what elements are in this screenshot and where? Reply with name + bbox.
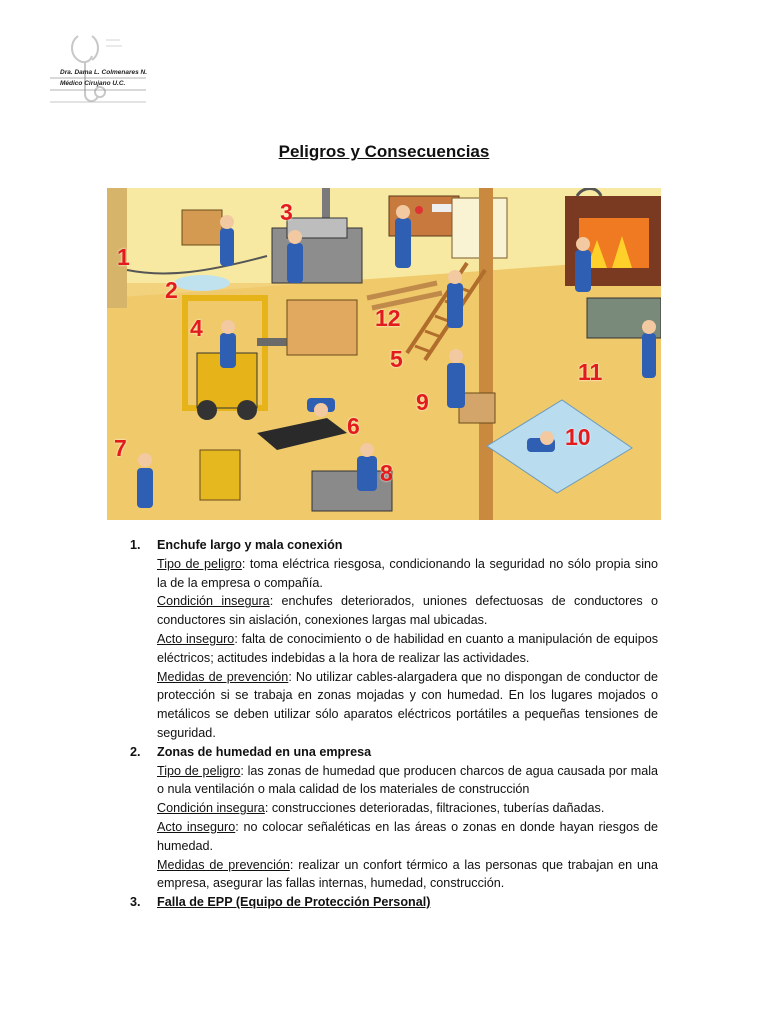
item-number: 3. — [130, 895, 141, 910]
hazard-list — [130, 536, 658, 912]
section-text: : enchufes deteriorados, uniones defectuosas de conductores o conductores sin aislación, conexiones largas mal ubicadas. — [157, 594, 658, 628]
item-number: 2. — [130, 744, 141, 759]
hazard-number-5: 5 — [390, 346, 403, 372]
section-text: : No utilizar cables-alargadera que no dispongan de conductor de protección si se trabaja en zonas mojadas y con humedad. En los lugares mojados o metálicos se deben utilizar sólo aparatos eléctricos portátiles a pequeñas tensiones de seguridad. — [157, 669, 658, 740]
hazard-number-10: 10 — [565, 424, 591, 450]
hazard-number-7: 7 — [114, 435, 127, 461]
hazard-number-12: 12 — [375, 305, 401, 331]
section-text: : no colocar señaléticas en las áreas o zonas en donde hayan riesgos de humedad. — [157, 819, 659, 853]
hazard-number-1: 1 — [117, 244, 130, 270]
section-paragraph — [157, 555, 658, 593]
section-paragraph — [157, 818, 658, 856]
section-text: : falta de conocimiento o de habilidad en cuanto a manipulación de equipos eléctricos; actitudes indebidas a la hora de realizar las actividades. — [157, 631, 658, 665]
workplace-hazards-illustration — [107, 188, 661, 520]
list-item — [130, 893, 658, 912]
section-text: : toma eléctrica riesgosa, condicionando la seguridad no sólo propia sino la de la empresa o compañía. — [157, 556, 659, 590]
hazard-number-8: 8 — [380, 460, 393, 486]
section-paragraph — [157, 799, 658, 818]
section-text: : construcciones deterioradas, filtraciones, tuberías dañadas. — [264, 801, 605, 816]
item-number: 1. — [130, 538, 141, 552]
item-heading: Zonas de humedad en una empresa — [157, 744, 372, 759]
hazard-number-9: 9 — [416, 389, 429, 415]
page-title: Peligros y Consecuencias — [278, 142, 490, 161]
list-item — [130, 743, 658, 762]
doctor-name: Dra. Dama L. Colmenares N. — [60, 69, 148, 76]
section-paragraph — [157, 762, 658, 800]
item-heading: Enchufe largo y mala conexión — [157, 538, 343, 552]
section-paragraph — [157, 668, 658, 743]
section-paragraph — [157, 630, 658, 668]
hazard-number-11: 11 — [578, 359, 603, 385]
section-paragraph — [157, 592, 658, 630]
hazard-number-4: 4 — [190, 315, 203, 341]
section-label: Condición insegura — [157, 801, 265, 816]
list-item — [130, 536, 658, 555]
hazard-number-6: 6 — [347, 413, 360, 439]
section-label: Condición insegura — [157, 594, 270, 609]
section-label: Medidas de prevención — [157, 669, 289, 684]
section-label: Acto inseguro — [157, 819, 236, 834]
section-text: : las zonas de humedad que producen charcos de agua causada por mala o nula ventilación o mala calidad de los materiales de construcción — [157, 763, 658, 797]
section-text: : realizar un confort térmico a las personas que trabajan en una empresa, asegurar las fallas internas, humedad, construcción. — [157, 857, 659, 891]
item-heading: Falla de EPP (Equipo de Protección Personal) — [157, 895, 431, 910]
letterhead-logo — [50, 32, 150, 108]
doctor-title: Médico Cirujano U.C. — [60, 80, 126, 87]
hazard-number-3: 3 — [280, 199, 293, 225]
section-label: Tipo de peligro — [157, 763, 241, 778]
section-label: Acto inseguro — [157, 631, 235, 646]
hazard-number-2: 2 — [165, 277, 178, 303]
section-paragraph — [157, 856, 658, 894]
section-label: Tipo de peligro — [157, 556, 242, 571]
section-label: Medidas de prevención — [157, 857, 290, 872]
